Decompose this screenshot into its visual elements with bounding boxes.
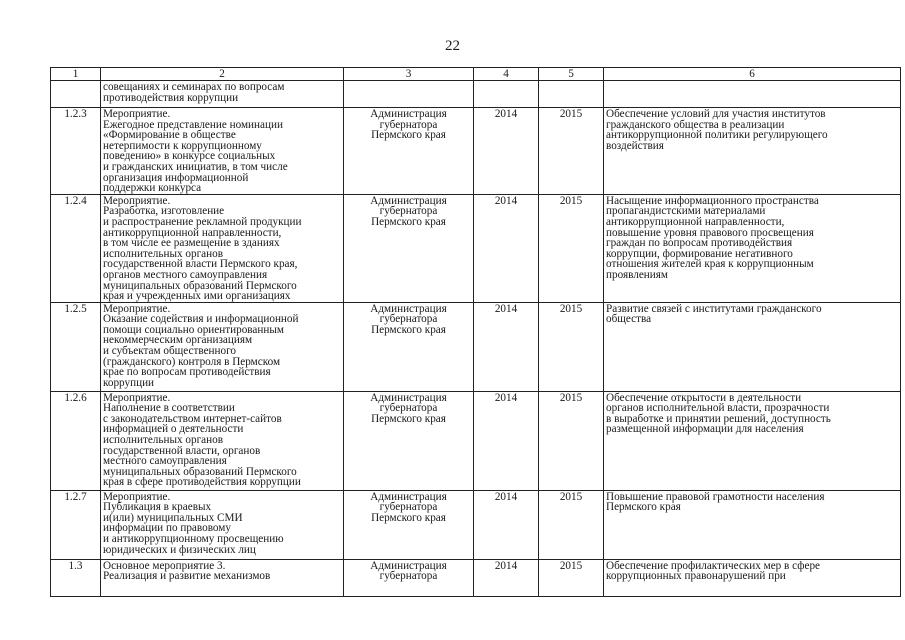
start-year-cell: 2014 bbox=[474, 391, 539, 490]
result-cell: Обеспечение открытости в деятельности органов исполнительной власти, прозрачности в выработке и принятии решений, доступность размещенной информации для населения bbox=[604, 391, 901, 490]
end-year-cell: 2015 bbox=[539, 559, 604, 596]
table-header-row bbox=[51, 68, 901, 81]
start-year-cell: 2014 bbox=[474, 194, 539, 302]
event-cell: Мероприятие. Разработка, изготовление и распространение рекламной продукции антикоррупционной направленности, в том числе ее размещение в зданиях исполнительных органов государственной власти Пермского края, органов местного самоуправления муниципальных образований Пермского края и учрежденных ими организациях bbox=[101, 194, 344, 302]
table-row bbox=[51, 391, 901, 490]
row-number-cell: 1.2.5 bbox=[51, 302, 101, 391]
column-header: 1 bbox=[51, 68, 101, 81]
executor-cell: Администрация губернатора Пермского края bbox=[344, 391, 474, 490]
start-year-cell: 2014 bbox=[474, 108, 539, 195]
start-year-cell: 2014 bbox=[474, 559, 539, 596]
result-cell: Повышение правовой грамотности населения Пермского края bbox=[604, 490, 901, 559]
measures-table bbox=[50, 67, 901, 597]
result-cell: Насыщение информационного пространства пропагандистскими материалами антикоррупционной направленности, повышение уровня правового просвещения граждан по вопросам противодействия коррупции, формирование негативного отношения жителей края к коррупционным проявлениям bbox=[604, 194, 901, 302]
result-cell: Обеспечение условий для участия институтов гражданского общества в реализации антикоррупционной политики регулирующего воздействия bbox=[604, 108, 901, 195]
executor-cell: Администрация губернатора Пермского края bbox=[344, 490, 474, 559]
table-row bbox=[51, 302, 901, 391]
result-cell: Развитие связей с институтами гражданского общества bbox=[604, 302, 901, 391]
end-year-cell: 2015 bbox=[539, 108, 604, 195]
column-header: 4 bbox=[474, 68, 539, 81]
row-number-cell: 1.2.3 bbox=[51, 108, 101, 195]
executor-cell: Администрация губернатора Пермского края bbox=[344, 194, 474, 302]
row-number-cell: 1.2.4 bbox=[51, 194, 101, 302]
event-cell: Мероприятие. Наполнение в соответствии с законодательством интернет-сайтов информацией о деятельности исполнительных органов государственной власти, органов местного самоуправления муниципальных образований Пермского края в сфере противодействия коррупции bbox=[101, 391, 344, 490]
end-year-cell: 2015 bbox=[539, 391, 604, 490]
start-year-cell: 2014 bbox=[474, 490, 539, 559]
row-number-cell: 1.3 bbox=[51, 559, 101, 596]
executor-cell: Администрация губернатора bbox=[344, 559, 474, 596]
executor-cell: Администрация губернатора Пермского края bbox=[344, 302, 474, 391]
row-number-cell: 1.2.7 bbox=[51, 490, 101, 559]
column-header: 5 bbox=[539, 68, 604, 81]
event-cell: Мероприятие. Ежегодное представление номинации «Формирование в обществе нетерпимости к коррупционному поведению» в конкурсе социальных и гражданских инициатив, в том числе организация информационной поддержки конкурса bbox=[101, 108, 344, 195]
column-header: 6 bbox=[604, 68, 901, 81]
event-cell: совещаниях и семинарах по вопросам противодействия коррупции bbox=[101, 81, 344, 108]
end-year-cell: 2015 bbox=[539, 302, 604, 391]
table-row bbox=[51, 559, 901, 596]
table-row bbox=[51, 194, 901, 302]
executor-cell bbox=[344, 81, 474, 108]
start-year-cell bbox=[474, 81, 539, 108]
executor-cell: Администрация губернатора Пермского края bbox=[344, 108, 474, 195]
end-year-cell: 2015 bbox=[539, 490, 604, 559]
column-header: 2 bbox=[101, 68, 344, 81]
event-cell: Основное мероприятие 3. Реализация и развитие механизмов bbox=[101, 559, 344, 596]
result-cell: Обеспечение профилактических мер в сфере коррупционных правонарушений при bbox=[604, 559, 901, 596]
column-header: 3 bbox=[344, 68, 474, 81]
table-row bbox=[51, 108, 901, 195]
event-cell: Мероприятие. Оказание содействия и информационной помощи социально ориентированным некоммерческим организациям и субъектам общественного (гражданского) контроля в Пермском крае по вопросам противодействия коррупции bbox=[101, 302, 344, 391]
end-year-cell: 2015 bbox=[539, 194, 604, 302]
end-year-cell bbox=[539, 81, 604, 108]
page-number: 22 bbox=[445, 38, 460, 54]
table-row bbox=[51, 81, 901, 108]
result-cell bbox=[604, 81, 901, 108]
start-year-cell: 2014 bbox=[474, 302, 539, 391]
row-number-cell bbox=[51, 81, 101, 108]
row-number-cell: 1.2.6 bbox=[51, 391, 101, 490]
event-cell: Мероприятие. Публикация в краевых и(или) муниципальных СМИ информации по правовому и антикоррупционному просвещению юридических и физических лиц bbox=[101, 490, 344, 559]
table-row bbox=[51, 490, 901, 559]
